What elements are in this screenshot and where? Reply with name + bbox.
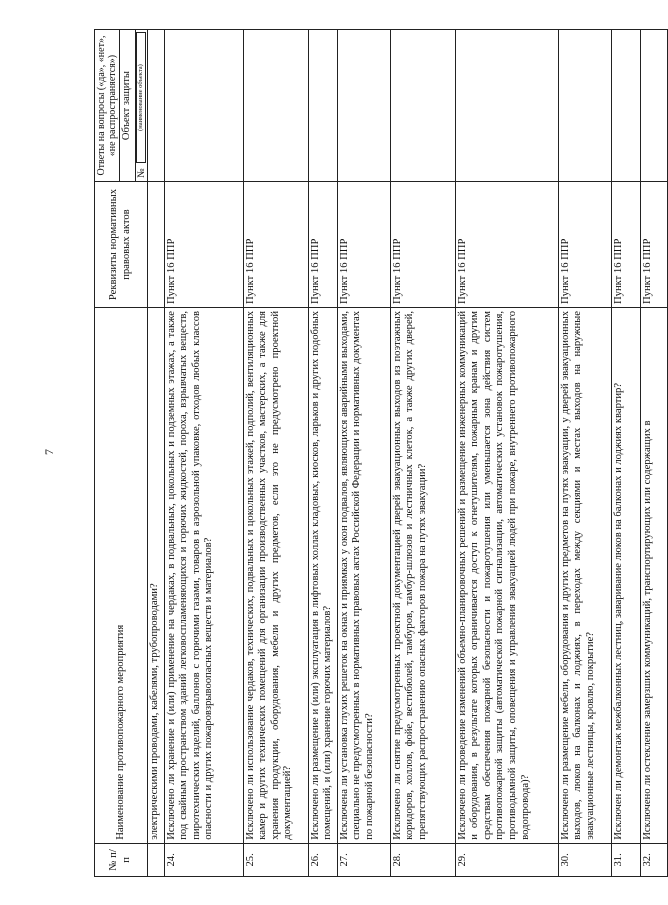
row-text: Исключено ли хранение и (или) применение на чердаках, в подвальных, цокольных и подземных этажах, а также под свайным пространством зданий легковоспламеняющихся и горючих жидкостей, пороха, взрывчатых веществ, пиротехнических изделий, баллонов с горючими газами, товаров в аэрозольной упаковке, отходов любых классов опасности и других пожаровзрывоопасных веществ и материалов? <box>164 307 243 843</box>
row-text: электрическими проводами, кабелями, трубопроводами? <box>147 307 164 843</box>
row-text: Исключена ли установка глухих решеток на окнах и приямках у окон подвалов, являющихся аварийными выходами, специально не предусмотренных в нормативных правовых актах Российской Федерации и нормативных документах по пожарной безопасности? <box>337 307 390 843</box>
row-text: Исключен ли демонтаж межбалконных лестниц, заваривание люков на балконах и лоджиях квартир? <box>611 307 640 843</box>
table-row <box>558 30 611 877</box>
row-num: 27. <box>337 843 390 876</box>
table-row <box>337 30 390 877</box>
header-answers <box>95 30 148 182</box>
row-text: Исключено ли размещение и (или) эксплуатация в лифтовых холлах кладовых, киосков, ларьков и других подобных помещений, и (или) хранение горючих материалов? <box>308 307 337 843</box>
table-row <box>390 30 455 877</box>
row-num <box>147 843 164 876</box>
answer-cell[interactable] <box>611 30 640 182</box>
page-number: 7 <box>42 449 56 455</box>
header-object-sub <box>136 30 147 181</box>
header-num: № п/п <box>95 843 148 876</box>
row-text: Исключено ли проведение изменений объемно-планировочных решений и размещение инженерных коммуникаций и оборудования, в результате которых ограничивается доступ к огнетушителям, пожарным кранам и другим средствам обеспечения пожарной безопасности и пожаротушения или уменьшается зона действия систем противопожарной защиты (автоматической пожарной сигнализации, автоматических установок пожаротушения, противодымной защиты, оповещения и управления эвакуацией людей при пожаре, внутреннего противопожарного водопровода)? <box>455 307 558 843</box>
row-text: Исключено ли остекление замерзших коммуникаций, транспортирующих или содержащих в <box>640 307 667 843</box>
row-text: Исключено ли размещение мебели, оборудования и других предметов на путях эвакуации, у дверей эвакуационных выходов, люков на балконах и лоджиях, в переходах между секциями и местах выходов на наружные эвакуационные лестницы, кровлю, покрытие? <box>558 307 611 843</box>
answer-cell[interactable] <box>164 30 243 182</box>
row-ref: Пункт 16 ППР <box>243 182 308 308</box>
table-row <box>455 30 558 877</box>
answer-cell[interactable] <box>455 30 558 182</box>
table-header-row <box>95 30 148 877</box>
header-ref: Реквизиты нормативных правовых актов <box>95 182 148 308</box>
header-answers-label: Ответы на вопросы («да», «нет», «не распространяется») <box>95 30 120 181</box>
row-num: 29. <box>455 843 558 876</box>
header-object-sub-label: (наименование объекта) <box>136 32 146 163</box>
row-ref: Пункт 16 ППР <box>337 182 390 308</box>
row-num: 24. <box>164 843 243 876</box>
table-row <box>147 30 164 877</box>
answer-cell[interactable] <box>640 30 667 182</box>
row-ref: Пункт 16 ППР <box>390 182 455 308</box>
checklist-page <box>94 29 653 877</box>
row-num: 25. <box>243 843 308 876</box>
table-row <box>640 30 667 877</box>
table-row <box>164 30 243 877</box>
row-num: 30. <box>558 843 611 876</box>
checklist-table <box>94 29 668 877</box>
row-text: Исключено ли использование чердаков, технических, подвальных и цокольных этажей, подполий, вентиляционных камер и других технических помещений для организации производственных участков, мастерских, а также для хранения продукции, оборудования, мебели и других предметов, если это не предусмотрено проектной документацией? <box>243 307 308 843</box>
answer-cell[interactable] <box>558 30 611 182</box>
row-ref: Пункт 16 ППР <box>455 182 558 308</box>
answer-cell[interactable] <box>308 30 337 182</box>
header-name: Наименование противопожарного мероприятия <box>95 307 148 843</box>
header-object-sub-cell <box>136 30 147 165</box>
row-ref: Пункт 16 ППР <box>164 182 243 308</box>
answer-cell[interactable] <box>147 30 164 182</box>
row-num: 32. <box>640 843 667 876</box>
row-num: 31. <box>611 843 640 876</box>
row-ref: Пункт 16 ППР <box>308 182 337 308</box>
row-ref: Пункт 16 ППР <box>640 182 667 308</box>
table-row <box>308 30 337 877</box>
answer-cell[interactable] <box>390 30 455 182</box>
row-text: Исключено ли снятие предусмотренных проектной документацией дверей эвакуационных выходов из поэтажных коридоров, холлов, фойе, вестибюлей, тамбуров, тамбур-шлюзов и лестничных клеток, а также других дверей, препятствующих распространению опасных факторов пожара на путях эвакуации? <box>390 307 455 843</box>
row-ref: Пункт 16 ППР <box>558 182 611 308</box>
table-row <box>611 30 640 877</box>
table-row <box>243 30 308 877</box>
row-ref <box>147 182 164 308</box>
header-object-no: № <box>135 168 147 178</box>
header-object: Объект защиты <box>120 30 136 181</box>
answer-cell[interactable] <box>243 30 308 182</box>
row-num: 26. <box>308 843 337 876</box>
answer-cell[interactable] <box>337 30 390 182</box>
row-ref: Пункт 16 ППР <box>611 182 640 308</box>
row-num: 28. <box>390 843 455 876</box>
